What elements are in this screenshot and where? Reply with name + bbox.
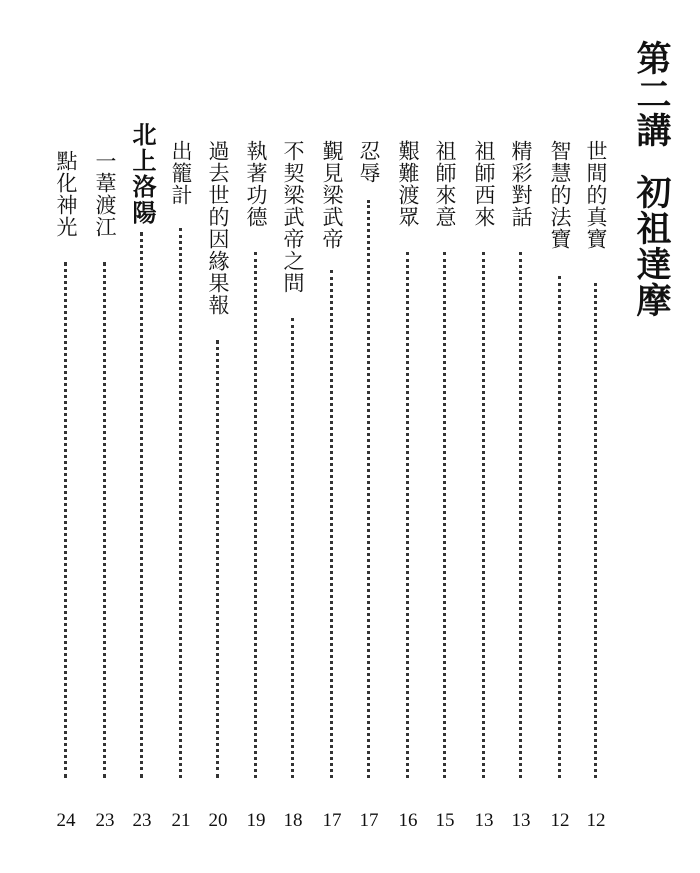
dot-leader	[406, 252, 409, 778]
entry-page-number: 18	[283, 810, 303, 831]
dot-leader	[482, 252, 485, 778]
dot-leader	[519, 252, 522, 778]
entry-title: 祖師西來	[472, 140, 496, 228]
entry-page-number: 13	[474, 810, 494, 831]
dot-leader	[103, 262, 106, 778]
entry-page-number: 12	[586, 810, 606, 831]
dot-leader	[216, 340, 219, 778]
toc-entry[interactable]	[315, 0, 349, 873]
dot-leader	[254, 252, 257, 778]
entry-page-number: 13	[511, 810, 531, 831]
toc-entry[interactable]	[239, 0, 273, 873]
toc-entry[interactable]	[579, 0, 613, 873]
toc-entry[interactable]	[201, 0, 235, 873]
entry-page-number: 21	[171, 810, 191, 831]
toc-entry[interactable]	[504, 0, 538, 873]
entry-page-number: 17	[322, 810, 342, 831]
entry-page-number: 17	[359, 810, 379, 831]
entry-title: 不契梁武帝之問	[281, 140, 305, 294]
entry-title: 忍辱	[357, 140, 381, 184]
toc-entry[interactable]	[276, 0, 310, 873]
entry-page-number: 20	[208, 810, 228, 831]
chapter-number: 第二講	[631, 40, 672, 148]
entry-title: 出籠計	[169, 140, 193, 206]
chapter-heading	[624, 40, 678, 318]
entry-title: 祖師來意	[433, 140, 457, 228]
entry-page-number: 23	[95, 810, 115, 831]
entry-page-number: 15	[435, 810, 455, 831]
toc-entry[interactable]	[428, 0, 462, 873]
dot-leader	[594, 283, 597, 778]
toc-entry[interactable]	[164, 0, 198, 873]
toc-entry[interactable]	[467, 0, 501, 873]
toc-entry[interactable]	[352, 0, 386, 873]
entry-title: 精彩對話	[509, 140, 533, 228]
entry-page-number: 16	[398, 810, 418, 831]
entry-title: 世間的真寶	[584, 140, 608, 250]
dot-leader	[330, 270, 333, 778]
entry-title: 一葦渡江	[93, 150, 117, 238]
entry-page-number: 23	[132, 810, 152, 831]
entry-title: 執著功德	[244, 140, 268, 228]
entry-title: 智慧的法寶	[548, 140, 572, 250]
toc-section[interactable]	[125, 0, 159, 873]
entry-title: 覲見梁武帝	[320, 140, 344, 250]
chapter-title: 初祖達摩	[631, 174, 672, 318]
dot-leader	[291, 318, 294, 778]
dot-leader	[140, 232, 143, 778]
dot-leader	[558, 276, 561, 778]
toc-entry[interactable]	[543, 0, 577, 873]
dot-leader	[64, 262, 67, 778]
entry-title: 點化神光	[54, 150, 78, 238]
toc-entry[interactable]	[391, 0, 425, 873]
entry-title: 過去世的因緣果報	[206, 140, 230, 316]
entry-page-number: 12	[550, 810, 570, 831]
section-title: 北上洛陽	[128, 122, 157, 226]
dot-leader	[443, 252, 446, 778]
entry-page-number: 24	[56, 810, 76, 831]
toc-entry[interactable]	[88, 0, 122, 873]
dot-leader	[367, 200, 370, 778]
entry-title: 艱難渡眾	[396, 140, 420, 228]
toc-entry[interactable]	[49, 0, 83, 873]
entry-page-number: 19	[246, 810, 266, 831]
dot-leader	[179, 228, 182, 778]
